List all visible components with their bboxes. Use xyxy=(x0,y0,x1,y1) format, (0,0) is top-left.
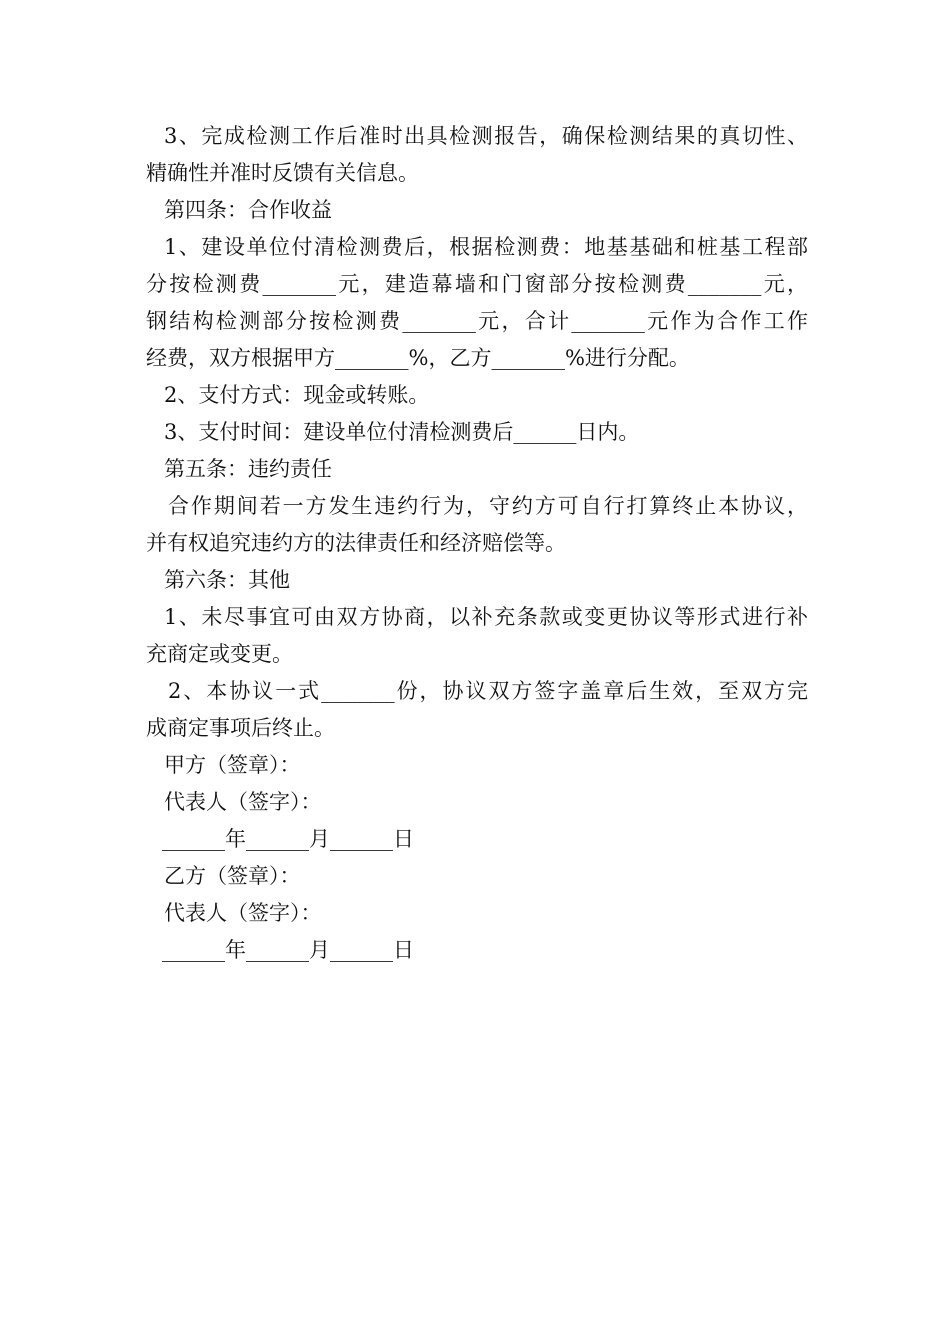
clause-3-completion-line-2: 精确性并准时反馈有关信息。 xyxy=(146,161,419,185)
party-a-representative-label: 代表人（签字）： xyxy=(164,790,322,814)
article-6-clause-2-line-1: 2、本协议一式_______份，协议双方签字盖章后生效，至双方完 xyxy=(168,679,808,703)
article-4-clause-2: 2、支付方式：现金或转账。 xyxy=(164,383,430,407)
party-a-seal-label: 甲方（签章）： xyxy=(164,753,301,777)
party-a-date-line: ______年______月______日 xyxy=(162,827,414,851)
article-4-heading: 第四条：合作收益 xyxy=(164,198,332,222)
article-4-clause-1-line-2: 分按检测费_______元，建造幕墙和门窗部分按检测费_______元， xyxy=(146,272,808,296)
party-b-seal-label: 乙方（签章）： xyxy=(164,864,301,888)
party-b-representative-label: 代表人（签字）： xyxy=(164,901,322,925)
article-4-clause-1-line-3: 钢结构检测部分按检测费_______元，合计_______元作为合作工作 xyxy=(146,309,808,333)
article-6-clause-1-line-1: 1、未尽事宜可由双方协商，以补充条款或变更协议等形式进行补 xyxy=(164,605,808,629)
article-4-clause-1-line-1: 1、建设单位付清检测费后，根据检测费：地基基础和桩基工程部 xyxy=(164,235,808,259)
article-5-body-line-2: 并有权追究违约方的法律责任和经济赔偿等。 xyxy=(146,531,566,555)
article-5-body-line-1: 合作期间若一方发生违约行为，守约方可自行打算终止本协议， xyxy=(168,494,808,518)
article-5-heading: 第五条：违约责任 xyxy=(164,457,332,481)
article-6-heading: 第六条：其他 xyxy=(164,568,290,592)
party-b-date-line: ______年______月______日 xyxy=(162,938,414,962)
document-body xyxy=(146,118,808,969)
article-6-clause-1-line-2: 充商定或变更。 xyxy=(146,642,293,666)
article-6-clause-2-line-2: 成商定事项后终止。 xyxy=(146,716,335,740)
clause-3-completion-line-1: 3、完成检测工作后准时出具检测报告，确保检测结果的真切性、 xyxy=(164,124,808,148)
article-4-clause-1-line-4: 经费，双方根据甲方_______%，乙方_______%进行分配。 xyxy=(146,346,690,370)
article-4-clause-3: 3、支付时间：建设单位付清检测费后______日内。 xyxy=(164,420,640,444)
